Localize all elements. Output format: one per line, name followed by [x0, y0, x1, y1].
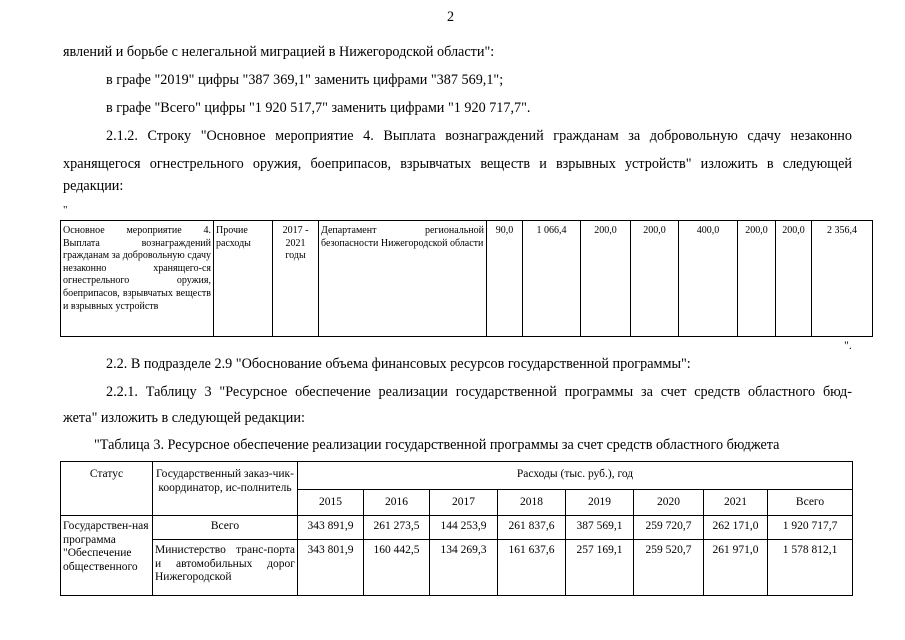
- value-cell: 387 569,1: [566, 516, 634, 540]
- table-row: [61, 540, 853, 596]
- text-line: хранящегося огнестрельного оружия, боеприпасов, взрывчатых веществ и взрывных устройств" изложить в следующей: [63, 156, 852, 172]
- text-line: жета" изложить в следующей редакции:: [63, 410, 305, 426]
- value-cell: 200,0: [776, 221, 812, 337]
- value-cell: 90,0: [487, 221, 523, 337]
- value-cell: 200,0: [631, 221, 679, 337]
- value-cell: 259 520,7: [634, 540, 704, 596]
- status-cell: Государствен-ная программа "Обеспечение общественного: [61, 516, 153, 596]
- value-cell: 261 971,0: [704, 540, 768, 596]
- value-cell: 2 356,4: [812, 221, 873, 337]
- table-caption: "Таблица 3. Ресурсное обеспечение реализации государственной программы за счет средств областного бюджета: [94, 437, 780, 453]
- year-header: 2017: [430, 490, 498, 516]
- value-cell: 259 720,7: [634, 516, 704, 540]
- year-header: 2016: [364, 490, 430, 516]
- value-cell: 262 171,0: [704, 516, 768, 540]
- value-cell: 1 578 812,1: [768, 540, 853, 596]
- value-cell: 161 637,6: [498, 540, 566, 596]
- year-header: 2019: [566, 490, 634, 516]
- year-header: 2021: [704, 490, 768, 516]
- row-label: Всего: [153, 516, 298, 540]
- text-line: редакции:: [63, 178, 124, 194]
- year-header: Всего: [768, 490, 853, 516]
- year-header: 2018: [498, 490, 566, 516]
- value-cell: 261 837,6: [498, 516, 566, 540]
- table-row: [61, 516, 853, 540]
- close-quote: ".: [844, 338, 852, 352]
- value-cell: 257 169,1: [566, 540, 634, 596]
- value-cell: 1 066,4: [523, 221, 581, 337]
- value-cell: 160 442,5: [364, 540, 430, 596]
- text-line: в графе "2019" цифры "387 369,1" заменить цифрами "387 569,1";: [106, 72, 504, 88]
- year-header: 2020: [634, 490, 704, 516]
- value-cell: 134 269,3: [430, 540, 498, 596]
- value-cell: 343 801,9: [298, 540, 364, 596]
- value-cell: 400,0: [679, 221, 738, 337]
- value-cell: 261 273,5: [364, 516, 430, 540]
- event-cell: Основное мероприятие 4. Выплата вознаграждений гражданам за добровольную сдачу незаконно хранящего-ся огнестрельного оружия, боеприпасов, взрывчатых веществ и взрывных устройств: [61, 221, 214, 337]
- open-quote: ": [63, 204, 68, 216]
- value-cell: 200,0: [581, 221, 631, 337]
- value-cell: 1 920 717,7: [768, 516, 853, 540]
- period-cell: 2017 - 2021 годы: [273, 221, 319, 337]
- text-line: 2.2. В подразделе 2.9 "Обоснование объема финансовых ресурсов государственной программы":: [106, 356, 691, 372]
- executor-cell: Департамент региональной безопасности Нижегородской области: [319, 221, 487, 337]
- header-status: Статус: [61, 462, 153, 516]
- event-table: [60, 220, 873, 337]
- text-line: 2.2.1. Таблицу 3 "Ресурсное обеспечение реализации государственной программы за счет средств областного бюд-: [106, 384, 852, 400]
- header-expenses: Расходы (тыс. руб.), год: [298, 462, 853, 490]
- text-line: в графе "Всего" цифры "1 920 517,7" заменить цифрами "1 920 717,7".: [106, 100, 531, 116]
- value-cell: 200,0: [738, 221, 776, 337]
- resource-table: [60, 461, 853, 596]
- value-cell: 144 253,9: [430, 516, 498, 540]
- text-line: явлений и борьбе с нелегальной миграцией в Нижегородской области":: [63, 44, 495, 60]
- year-header: 2015: [298, 490, 364, 516]
- category-cell: Прочие расходы: [214, 221, 273, 337]
- table-row: [61, 221, 873, 337]
- row-label: Министерство транс-порта и автомобильных дорог Нижегородской: [153, 540, 298, 596]
- text-line: 2.1.2. Строку "Основное мероприятие 4. Выплата вознаграждений гражданам за добровольную сдачу незаконно: [106, 128, 852, 144]
- table-header-row: [61, 462, 853, 490]
- header-customer: Государственный заказ-чик-координатор, ис-полнитель: [153, 462, 298, 516]
- page-number: 2: [447, 9, 455, 25]
- value-cell: 343 891,9: [298, 516, 364, 540]
